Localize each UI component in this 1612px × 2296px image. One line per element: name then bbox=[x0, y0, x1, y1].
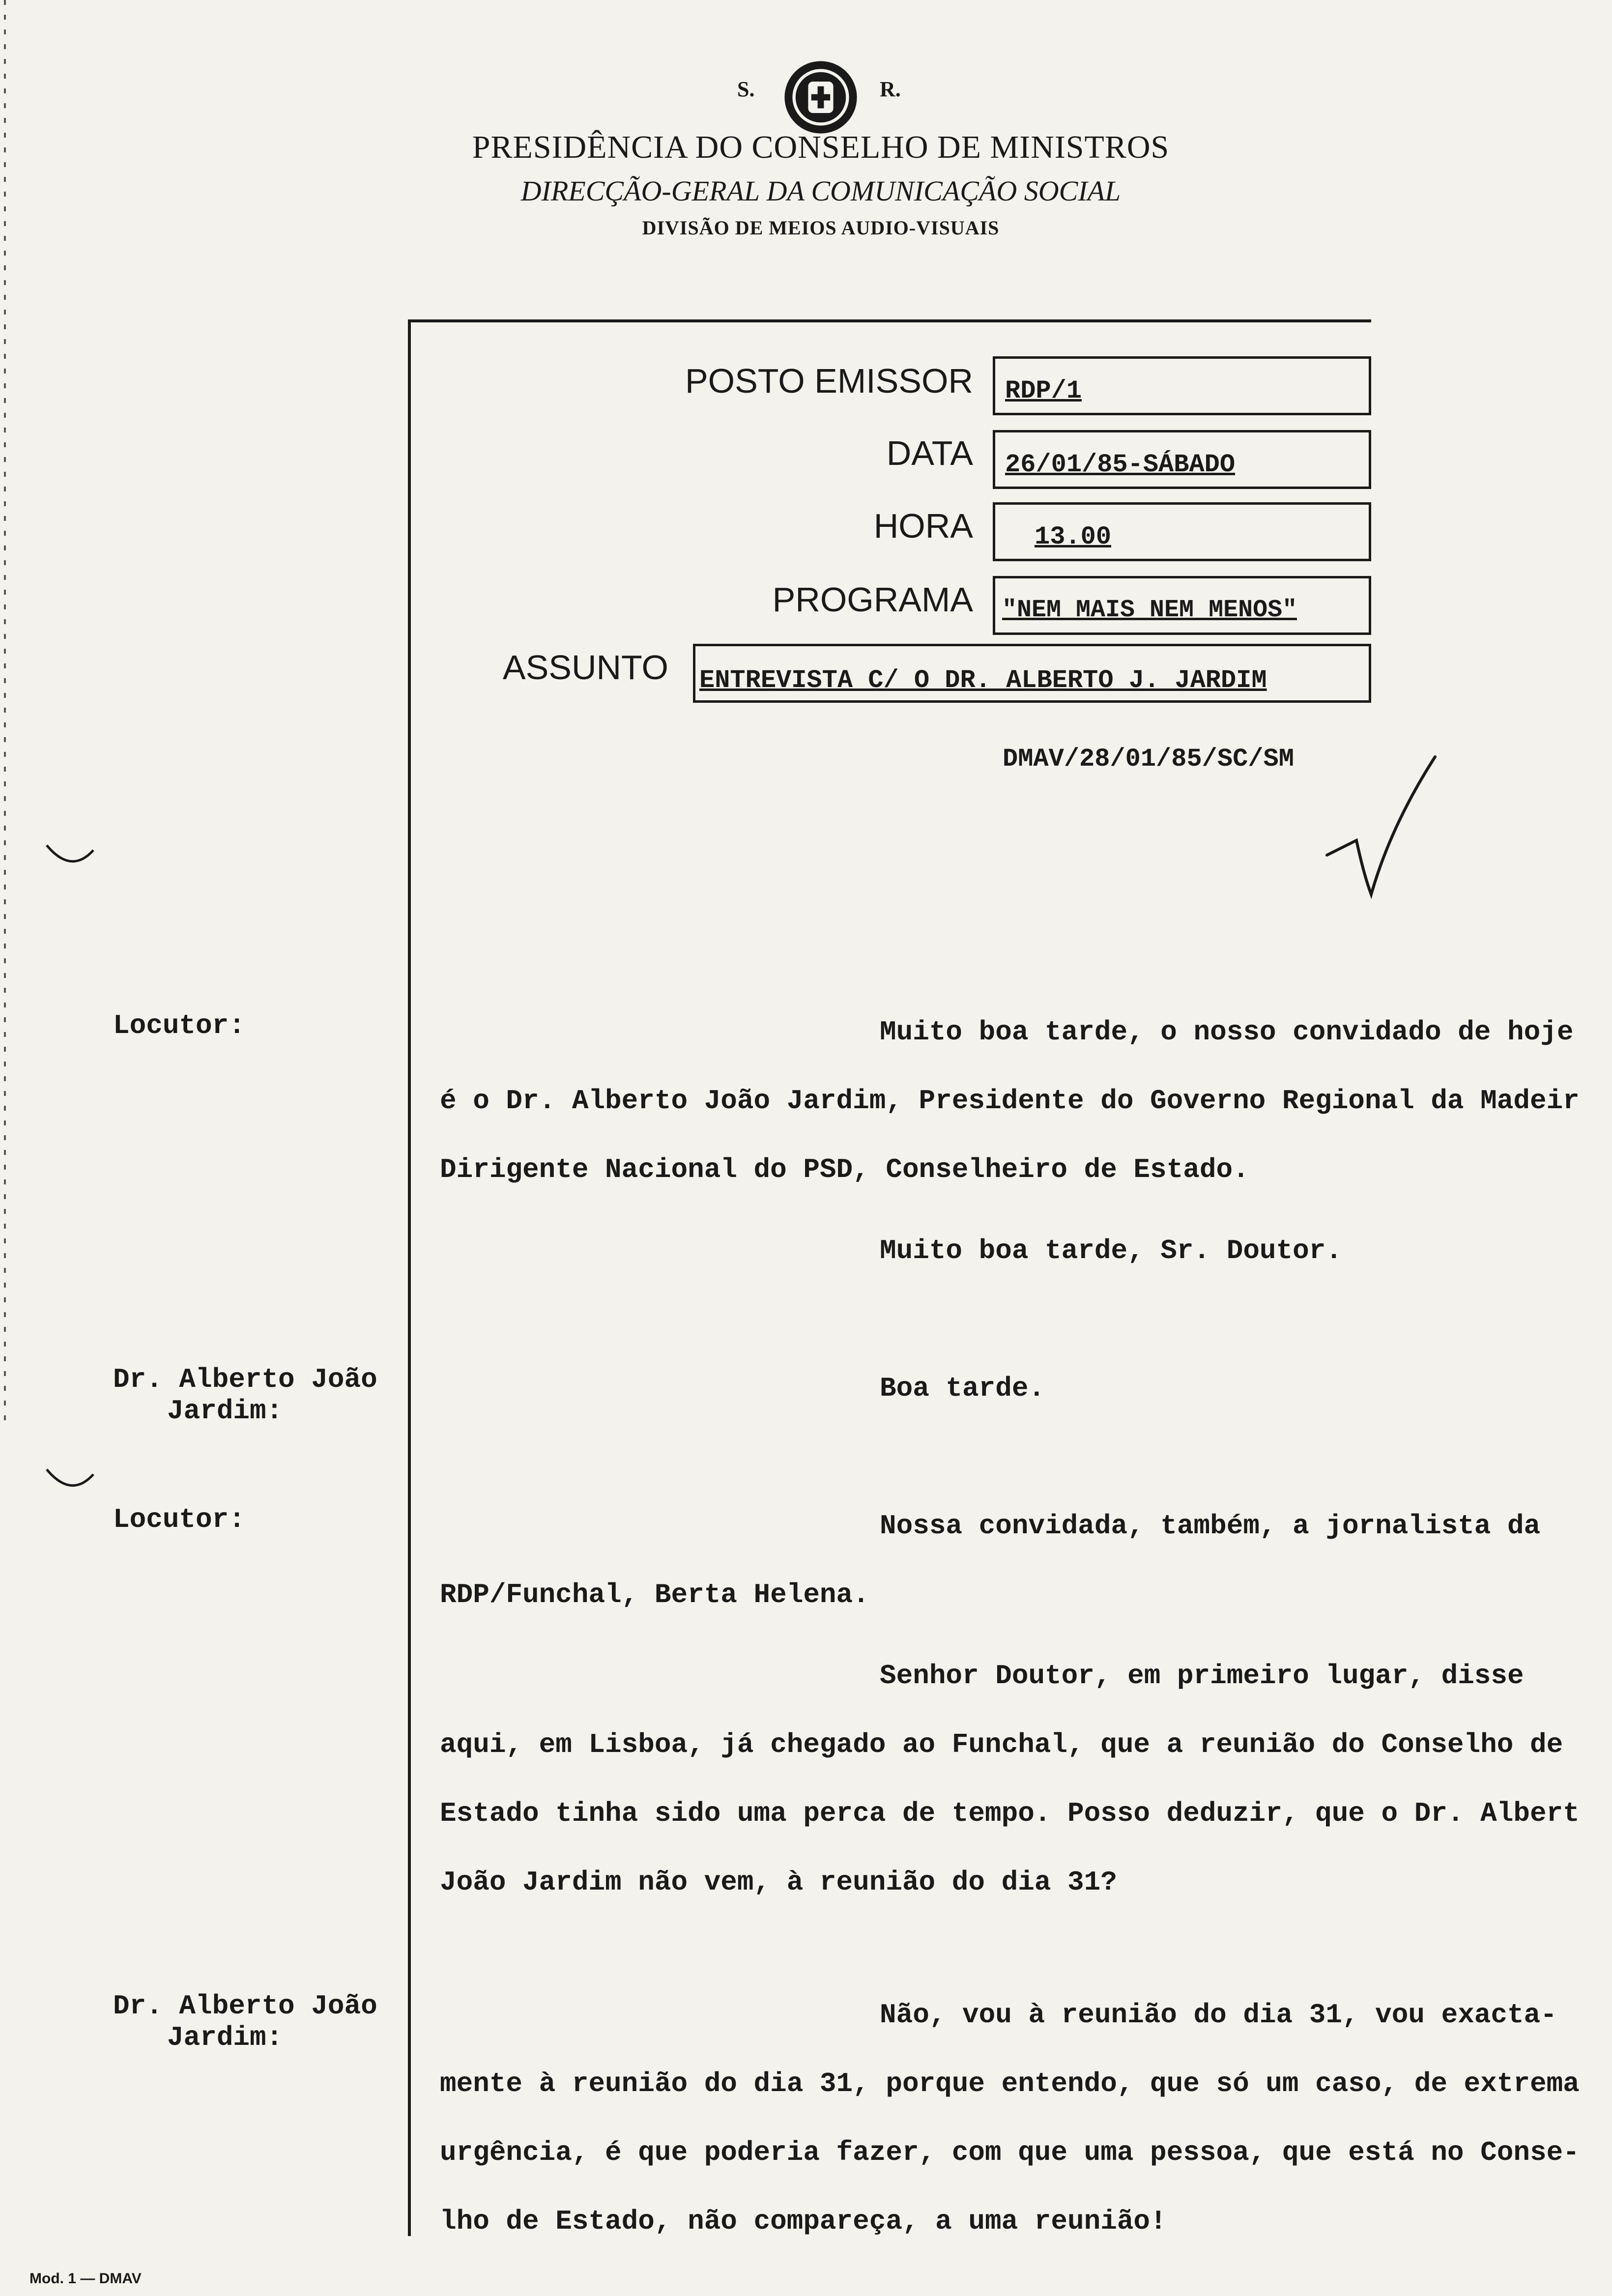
posto-emissor-value: RDP/1 bbox=[1005, 376, 1082, 405]
posto-emissor-field bbox=[993, 356, 1371, 415]
speaker-label: Locutor: bbox=[113, 1010, 245, 1041]
transcript-paragraph: Não, vou à reunião do dia 31, vou exacta- mente à reunião do dia 31, porque entendo, que só um caso, de extrema urgência, é que poderia fazer, com que uma pessoa, que está no Conse- lho de Estado, não compareça, a uma reunião! bbox=[440, 1999, 1580, 2237]
hora-value: 13.00 bbox=[1035, 522, 1112, 551]
speaker-label: Locutor: bbox=[113, 1504, 245, 1535]
header-division: DIVISÃO DE MEIOS AUDIO-VISUAIS bbox=[642, 217, 1000, 239]
header-ministry: PRESIDÊNCIA DO CONSELHO DE MINISTROS bbox=[472, 129, 1170, 165]
transcript-paragraph: Muito boa tarde, o nosso convidado de hoje é o Dr. Alberto João Jardim, Presidente do Governo Regional da Madeir Dirigente Nacional do PSD, Conselheiro de Estado. bbox=[440, 1016, 1580, 1185]
seal-letter-right: R. bbox=[880, 77, 901, 101]
assunto-label: ASSUNTO bbox=[502, 648, 668, 687]
seal-letter-left: S. bbox=[737, 77, 755, 101]
document-reference: DMAV/28/01/85/SC/SM bbox=[1003, 745, 1294, 774]
margin-mark-icon bbox=[44, 840, 98, 880]
frame-top-line bbox=[408, 319, 1371, 322]
assunto-value: ENTREVISTA C/ O DR. ALBERTO J. JARDIM bbox=[699, 666, 1267, 695]
transcript-paragraph: Boa tarde. bbox=[880, 1373, 1045, 1404]
data-label: DATA bbox=[886, 434, 973, 472]
hora-field bbox=[993, 502, 1371, 561]
transcript-paragraph: Muito boa tarde, Sr. Doutor. bbox=[880, 1235, 1342, 1266]
transcript-paragraph: Senhor Doutor, em primeiro lugar, disse aqui, em Lisboa, já chegado ao Funchal, que a reunião do Conselho de Estado tinha sido uma perca de tempo. Posso deduzir, que o Dr. Albert João Jardim não vem, à reunião do dia 31? bbox=[440, 1660, 1580, 1898]
left-edge-marks bbox=[4, 0, 6, 1425]
transcript-paragraph: Nossa convidada, também, a jornalista da RDP/Funchal, Berta Helena. bbox=[440, 1510, 1541, 1610]
coat-of-arms-icon bbox=[781, 58, 860, 137]
frame-left-line bbox=[408, 319, 411, 2236]
posto-emissor-label: POSTO EMISSOR bbox=[685, 362, 973, 400]
speaker-label: Dr. Alberto João Jardim: bbox=[113, 1364, 377, 1427]
data-value: 26/01/85-SÁBADO bbox=[1005, 450, 1236, 479]
programa-label: PROGRAMA bbox=[772, 580, 973, 619]
margin-mark-icon bbox=[44, 1464, 98, 1504]
form-footer: Mod. 1 — DMAV bbox=[29, 2270, 142, 2287]
programa-field bbox=[993, 576, 1371, 635]
hora-label: HORA bbox=[873, 507, 973, 545]
data-field bbox=[993, 430, 1371, 489]
check-mark-icon bbox=[1317, 747, 1465, 904]
assunto-field bbox=[693, 644, 1371, 703]
speaker-label: Dr. Alberto João Jardim: bbox=[113, 1990, 377, 2053]
programa-value: "NEM MAIS NEM MENOS" bbox=[1002, 596, 1297, 624]
header-directorate: DIRECÇÃO-GERAL DA COMUNICAÇÃO SOCIAL bbox=[520, 175, 1121, 207]
